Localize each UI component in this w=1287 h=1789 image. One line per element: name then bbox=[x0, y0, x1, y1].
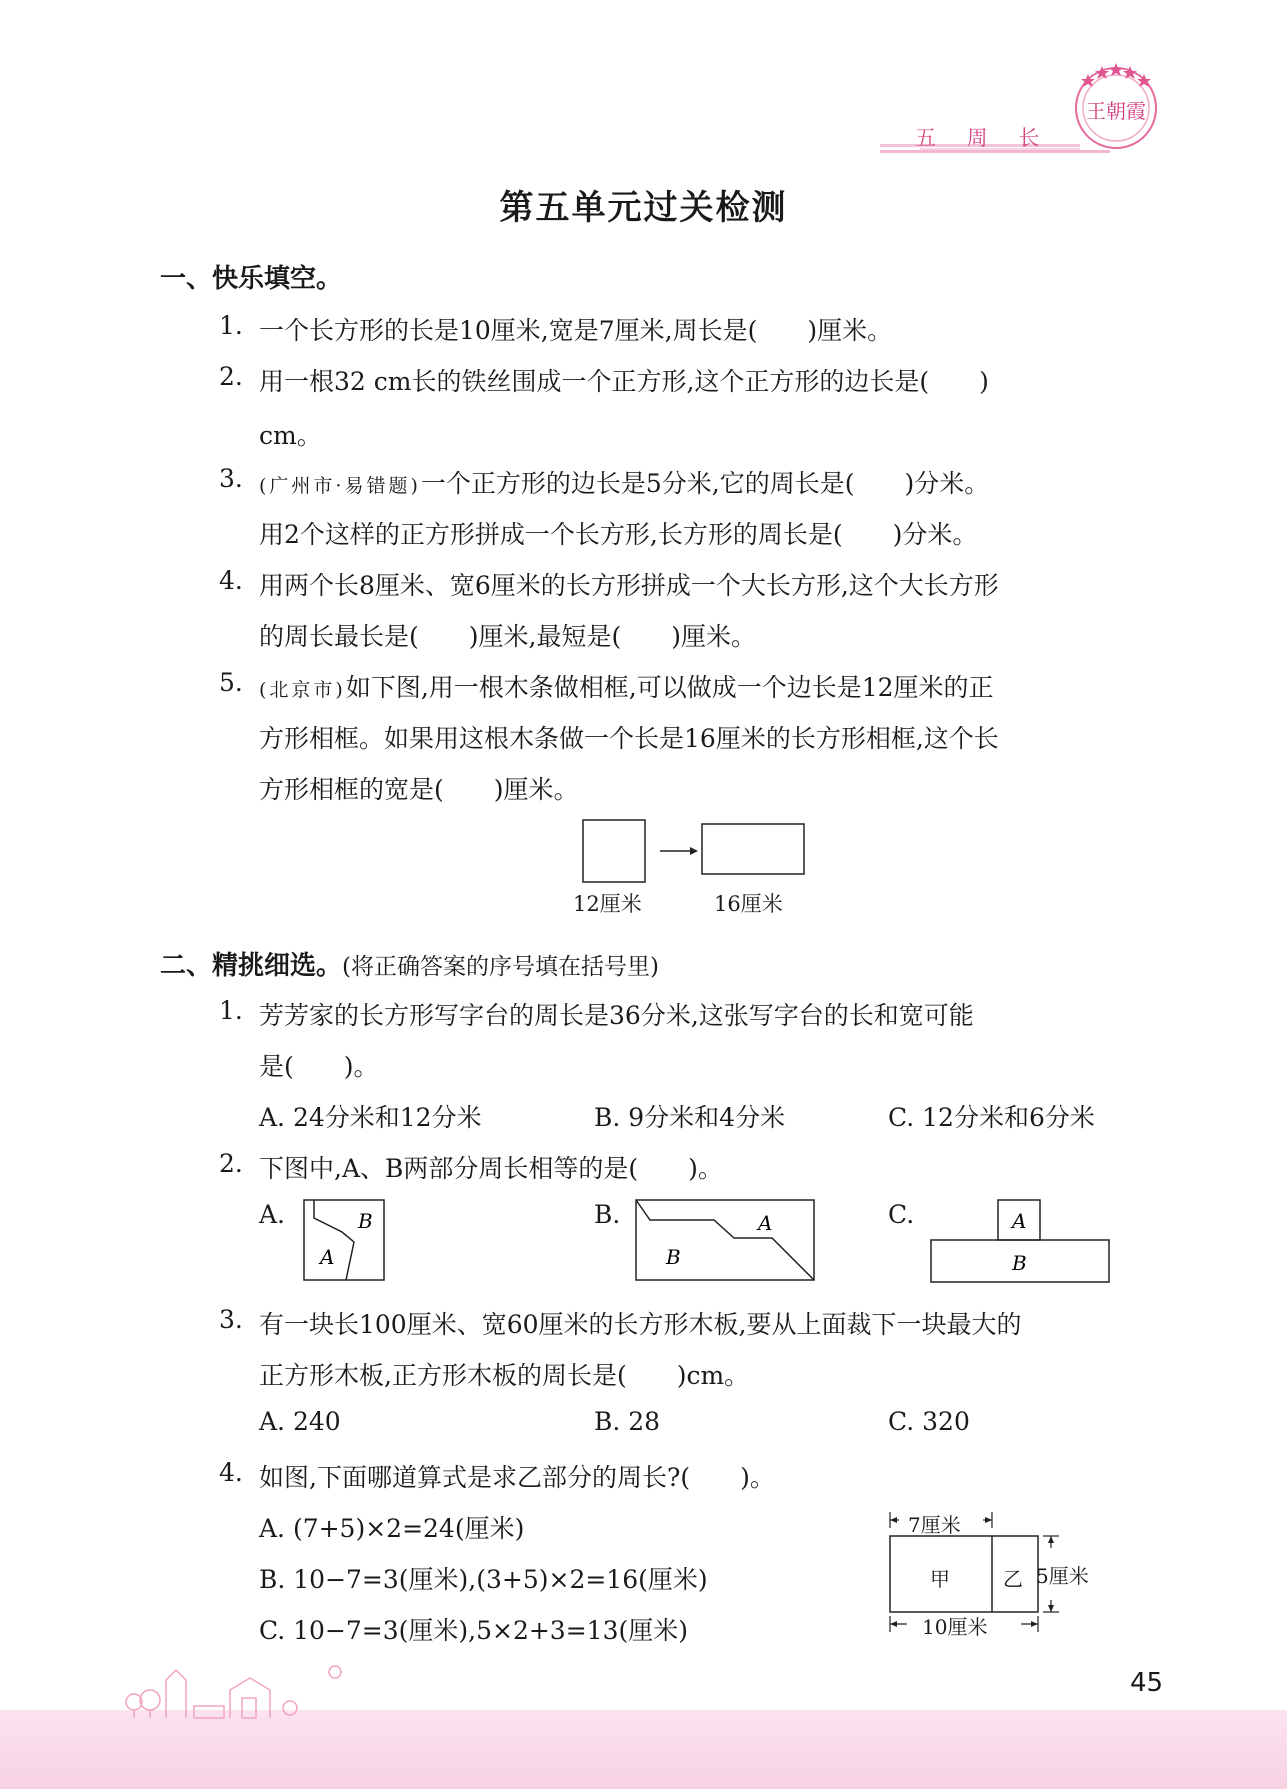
s2-q1-num: 1. bbox=[219, 996, 243, 1025]
fig-q4-right-label: 5厘米 bbox=[1036, 1564, 1089, 1588]
s2-q2-option-a-label[interactable]: A. bbox=[259, 1200, 286, 1229]
s1-q5-num: 5. bbox=[219, 668, 243, 697]
s2-q3-option-a[interactable]: A. 240 bbox=[259, 1407, 341, 1436]
section2-heading bbox=[160, 945, 659, 982]
s2-q1-option-c[interactable]: C. 12分米和6分米 bbox=[888, 1103, 1095, 1132]
publisher-logo bbox=[1068, 58, 1164, 154]
s2-q3-text: 有一块长100厘米、宽60厘米的长方形木板,要从上面裁下一块最大的 bbox=[259, 1310, 1022, 1339]
s2-q4-text: 如图,下面哪道算式是求乙部分的周长?( )。 bbox=[259, 1463, 775, 1492]
s1-q4-text: 用两个长8厘米、宽6厘米的长方形拼成一个大长方形,这个大长方形 bbox=[259, 571, 999, 600]
s1-q1-num: 1. bbox=[219, 311, 243, 340]
s1-q3-text: 一个正方形的边长是5分米,它的周长是( )分米。 bbox=[420, 469, 990, 498]
unit-tag: 五 周 长 bbox=[915, 126, 1052, 150]
s2-q2-figure-b bbox=[634, 1198, 818, 1284]
s2-q4-option-a[interactable]: A. (7+5)×2=24(厘米) bbox=[259, 1514, 525, 1543]
footer-decoration bbox=[120, 1650, 420, 1720]
s2-q2-figure-c bbox=[928, 1198, 1112, 1284]
rect-label: 16厘米 bbox=[714, 892, 783, 916]
s2-q1-text: 芳芳家的长方形写字台的周长是36分米,这张写字台的长和宽可能 bbox=[259, 1001, 974, 1030]
s2-q2-num: 2. bbox=[219, 1149, 243, 1178]
s2-q4-option-c[interactable]: C. 10−7=3(厘米),5×2+3=13(厘米) bbox=[259, 1616, 688, 1645]
s1-q3-num: 3. bbox=[219, 464, 243, 493]
s2-q4-option-b[interactable]: B. 10−7=3(厘米),(3+5)×2=16(厘米) bbox=[259, 1565, 708, 1594]
s1-q1-text: 一个长方形的长是10厘米,宽是7厘米,周长是( )厘米。 bbox=[259, 316, 893, 345]
fig-b-label-a: A bbox=[758, 1211, 773, 1235]
s2-q1-option-b[interactable]: B. 9分米和4分米 bbox=[594, 1103, 786, 1132]
footer-band bbox=[0, 1710, 1287, 1789]
s1-q5-text: 如下图,用一根木条做相框,可以做成一个边长是12厘米的正 bbox=[345, 673, 994, 702]
rectangle-frame bbox=[702, 824, 804, 874]
s2-q3-line2: 正方形木板,正方形木板的周长是( )cm。 bbox=[259, 1361, 750, 1390]
s2-q2-option-c-label[interactable]: C. bbox=[888, 1200, 915, 1229]
section2-heading-note: (将正确答案的序号填在括号里) bbox=[342, 954, 659, 980]
square-label: 12厘米 bbox=[573, 892, 642, 916]
fig-q4-bottom-label: 10厘米 bbox=[922, 1615, 988, 1639]
fig-q4-part-jia: 甲 bbox=[930, 1567, 950, 1591]
s2-q2-option-b-label[interactable]: B. bbox=[594, 1200, 621, 1229]
fig-a-label-b: B bbox=[358, 1209, 373, 1233]
s1-q4-num: 4. bbox=[219, 566, 243, 595]
fig-c-label-b: B bbox=[1012, 1251, 1027, 1275]
arrow-head-icon bbox=[690, 847, 698, 855]
square-frame bbox=[583, 820, 645, 882]
s1-q3-source: (广州市·易错题) bbox=[259, 475, 421, 497]
s1-q5-source: (北京市) bbox=[259, 679, 346, 701]
s2-q4-num: 4. bbox=[219, 1458, 243, 1487]
page-number: 45 bbox=[1130, 1668, 1164, 1698]
fig-q4-top-label: 7厘米 bbox=[908, 1513, 961, 1537]
s1-q2-line2: cm。 bbox=[259, 421, 322, 450]
s1-q2-num: 2. bbox=[219, 362, 243, 391]
s1-q3-line2: 用2个这样的正方形拼成一个长方形,长方形的周长是( )分米。 bbox=[259, 520, 978, 549]
fig-q4-part-yi: 乙 bbox=[1003, 1567, 1023, 1591]
s2-q2-text: 下图中,A、B两部分周长相等的是( )。 bbox=[259, 1154, 723, 1183]
s2-q3-option-c[interactable]: C. 320 bbox=[888, 1407, 970, 1436]
s2-q2-figure-a bbox=[302, 1198, 386, 1284]
s1-q5-line3: 方形相框的宽是( )厘米。 bbox=[259, 775, 579, 804]
logo-text: 王朝霞 bbox=[1086, 99, 1146, 123]
section1-heading: 一、快乐填空。 bbox=[160, 264, 343, 294]
section2-heading-text: 二、精挑细选。 bbox=[160, 951, 343, 981]
s2-q3-option-b[interactable]: B. 28 bbox=[594, 1407, 661, 1436]
s1-q5-figure bbox=[580, 818, 820, 888]
s2-q1-line2: 是( )。 bbox=[259, 1052, 379, 1081]
fig-a-label-a: A bbox=[320, 1245, 335, 1269]
header-line bbox=[880, 150, 1110, 153]
s2-q1-option-a[interactable]: A. 24分米和12分米 bbox=[259, 1103, 482, 1132]
s1-q2-text: 用一根32 cm长的铁丝围成一个正方形,这个正方形的边长是( ) bbox=[259, 367, 989, 396]
fig-c-label-a: A bbox=[1012, 1209, 1027, 1233]
fig-b-label-b: B bbox=[666, 1245, 681, 1269]
page-title: 第五单元过关检测 bbox=[499, 188, 788, 228]
s1-q4-line2: 的周长最长是( )厘米,最短是( )厘米。 bbox=[259, 622, 756, 651]
s1-q5-line2: 方形相框。如果用这根木条做一个长是16厘米的长方形相框,这个长 bbox=[259, 724, 999, 753]
s2-q3-num: 3. bbox=[219, 1305, 243, 1334]
